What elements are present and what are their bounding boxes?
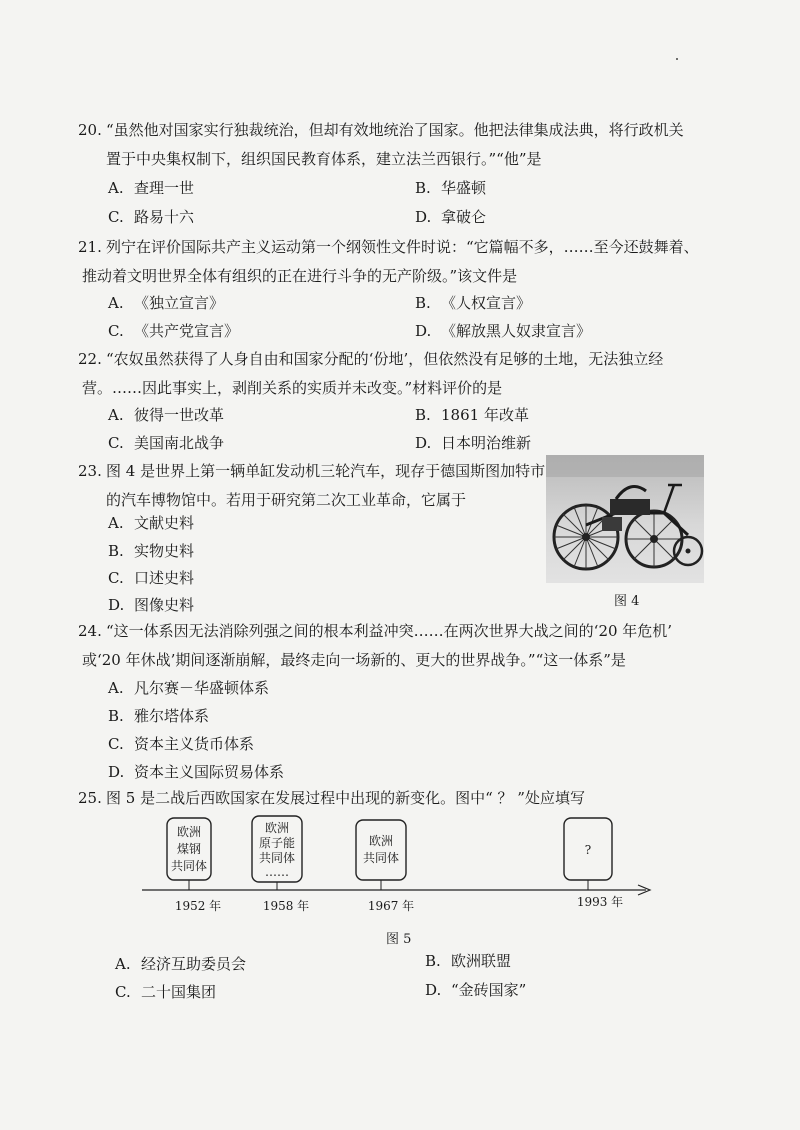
- eu-timeline-figure: [138, 812, 658, 922]
- option-d: D. 拿破仑: [415, 208, 487, 226]
- option-b: B. 1861 年改革: [415, 406, 529, 424]
- question-25: [78, 784, 718, 813]
- option-a: A. 查理一世: [108, 179, 195, 197]
- question-21: [78, 233, 718, 291]
- question-number: 25.: [78, 789, 102, 807]
- svg-text:欧洲: 欧洲: [368, 834, 394, 848]
- timeline-box-1993: [564, 818, 612, 890]
- figure-5-caption: 图 5: [386, 932, 412, 947]
- option-d: D. 图像史料: [108, 596, 195, 614]
- svg-text:原子能: 原子能: [258, 836, 296, 850]
- question-number: 23.: [78, 462, 102, 480]
- figure-4-caption: 图 4: [614, 594, 640, 609]
- question-23: [78, 457, 546, 515]
- question-stem-line: “这一体系因无法消除列强之间的根本利益冲突……在两次世界大战之间的‘20 年危机’: [106, 622, 673, 640]
- question-number: 22.: [78, 350, 102, 368]
- option-c: C. 二十国集团: [115, 983, 217, 1001]
- question-stem-line: “虽然他对国家实行独裁统治，但却有效地统治了国家。他把法律集成法典，将行政机关: [106, 121, 684, 139]
- option-a: A. 《独立宣言》: [108, 294, 225, 312]
- svg-text:欧洲: 欧洲: [176, 825, 202, 839]
- option-b: B. 雅尔塔体系: [108, 707, 210, 725]
- option-c: C. 《共产党宣言》: [108, 322, 240, 340]
- timeline-box-1967: [356, 820, 406, 890]
- option-d: D. “金砖国家”: [425, 981, 527, 999]
- svg-text:共同体: 共同体: [170, 859, 208, 873]
- question-stem-line: 列宁在评价国际共产主义运动第一个纲领性文件时说：“它篇幅不多，……至今还鼓舞着、: [106, 238, 699, 256]
- option-a: A. 彼得一世改革: [108, 406, 225, 424]
- option-a: A. 文献史料: [108, 514, 195, 532]
- question-number: 21.: [78, 238, 102, 256]
- question-stem-line: 营。……因此事实上，剥削关系的实质并未改变。”材料评价的是: [82, 379, 503, 397]
- question-number: 24.: [78, 622, 102, 640]
- svg-text:……: ……: [265, 865, 289, 879]
- question-20: [78, 116, 718, 174]
- year-label: 1952 年: [174, 899, 222, 913]
- svg-text:欧洲: 欧洲: [264, 821, 290, 835]
- option-b: B. 实物史料: [108, 542, 195, 560]
- tricycle-car-photo: [546, 455, 704, 583]
- question-stem-line: “农奴虽然获得了人身自由和国家分配的‘份地’，但依然没有足够的土地，无法独立经: [106, 350, 664, 368]
- timeline-box-1952: [167, 818, 211, 890]
- option-b: B. 华盛顿: [415, 179, 487, 197]
- option-a: A. 凡尔赛－华盛顿体系: [108, 679, 270, 697]
- year-label: 1967 年: [367, 899, 415, 913]
- question-stem-line: 的汽车博物馆中。若用于研究第二次工业革命，它属于: [106, 491, 467, 509]
- question-stem-line: 推动着文明世界全体有组织的正在进行斗争的无产阶级。”该文件是: [82, 267, 518, 285]
- question-stem-line: 图 5 是二战后西欧国家在发展过程中出现的新变化。图中“ ？ ”处应填写: [106, 789, 585, 807]
- option-b: B. 《人权宣言》: [415, 294, 532, 312]
- year-label: 1993 年: [576, 895, 624, 909]
- question-stem-line: 置于中央集权制下，组织国民教育体系，建立法兰西银行。”“他”是: [106, 150, 542, 168]
- svg-text:共同体: 共同体: [362, 851, 400, 865]
- question-stem-line: 图 4 是世界上第一辆单缸发动机三轮汽车，现存于德国斯图加特市: [106, 462, 546, 480]
- svg-text:煤钢: 煤钢: [176, 842, 202, 856]
- option-c: C. 口述史料: [108, 569, 195, 587]
- option-b: B. 欧洲联盟: [425, 952, 512, 970]
- year-label: 1958 年: [262, 899, 310, 913]
- option-c: C. 路易十六: [108, 208, 195, 226]
- question-number: 20.: [78, 121, 102, 139]
- question-stem-line: 或‘20 年休战’期间逐渐崩解，最终走向一场新的、更大的世界战争。”“这一体系”是: [82, 651, 626, 669]
- timeline-box-1958: [252, 816, 302, 890]
- option-a: A. 经济互助委员会: [115, 955, 247, 973]
- question-22: [78, 345, 718, 403]
- option-c: C. 美国南北战争: [108, 434, 225, 452]
- option-d: D. 资本主义国际贸易体系: [108, 763, 285, 781]
- svg-text:?: ?: [584, 843, 592, 857]
- option-d: D. 《解放黑人奴隶宣言》: [415, 322, 592, 340]
- option-c: C. 资本主义货币体系: [108, 735, 255, 753]
- option-d: D. 日本明治维新: [415, 434, 532, 452]
- svg-text:共同体: 共同体: [258, 851, 296, 865]
- question-24: [78, 617, 718, 675]
- scan-speck: [676, 58, 678, 60]
